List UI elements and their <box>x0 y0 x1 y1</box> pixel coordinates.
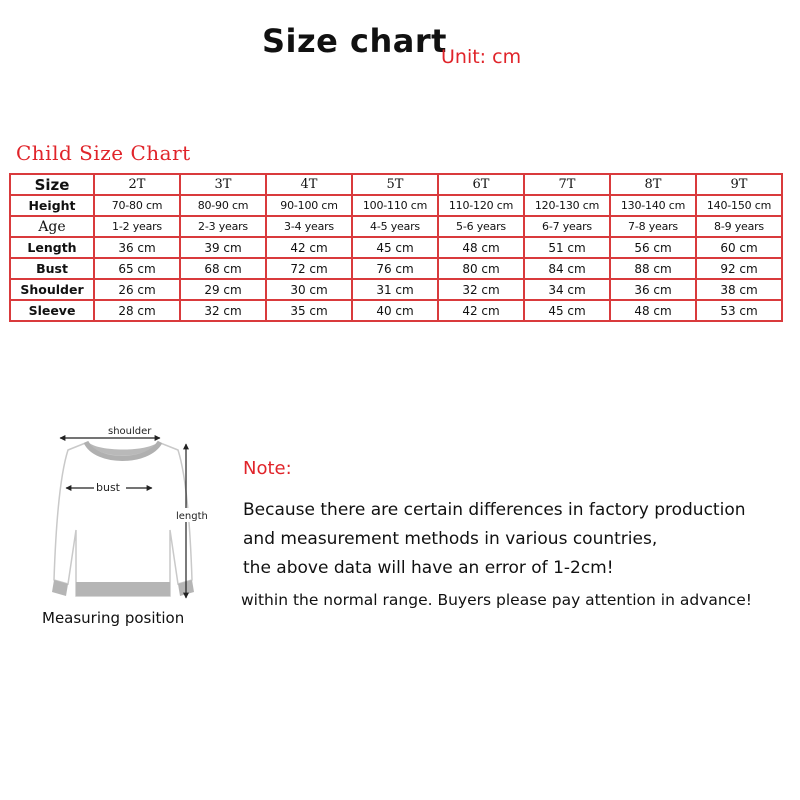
size-table <box>9 173 783 322</box>
table-cell: 3-4 years <box>266 216 352 237</box>
table-cell: 32 cm <box>438 279 524 300</box>
table-cell: 28 cm <box>94 300 180 321</box>
size-header-cell: 4T <box>266 174 352 195</box>
table-cell: 120-130 cm <box>524 195 610 216</box>
size-header-cell: 3T <box>180 174 266 195</box>
table-cell: 8-9 years <box>696 216 782 237</box>
size-header-cell: 8T <box>610 174 696 195</box>
note-title: Note: <box>243 458 292 479</box>
table-cell: 45 cm <box>524 300 610 321</box>
table-cell: 72 cm <box>266 258 352 279</box>
table-cell: 90-100 cm <box>266 195 352 216</box>
table-row-height <box>10 195 782 216</box>
row-label-height: Height <box>10 195 94 216</box>
size-header-cell: 6T <box>438 174 524 195</box>
table-cell: 6-7 years <box>524 216 610 237</box>
row-label-sleeve: Sleeve <box>10 300 94 321</box>
row-label-bust: Bust <box>10 258 94 279</box>
table-cell: 38 cm <box>696 279 782 300</box>
table-cell: 36 cm <box>610 279 696 300</box>
table-cell: 7-8 years <box>610 216 696 237</box>
diagram-caption: Measuring position <box>42 609 185 627</box>
length-label: length <box>176 511 208 522</box>
table-cell: 140-150 cm <box>696 195 782 216</box>
table-cell: 56 cm <box>610 237 696 258</box>
table-cell: 42 cm <box>438 300 524 321</box>
table-row-shoulder <box>10 279 782 300</box>
table-cell: 2-3 years <box>180 216 266 237</box>
bust-label: bust <box>96 481 120 494</box>
table-cell: 88 cm <box>610 258 696 279</box>
table-cell: 48 cm <box>438 237 524 258</box>
table-cell: 1-2 years <box>94 216 180 237</box>
note-line-4: within the normal range. Buyers please pay attention in advance! <box>241 591 752 609</box>
table-cell: 40 cm <box>352 300 438 321</box>
row-label-age: Age <box>10 216 94 237</box>
table-cell: 35 cm <box>266 300 352 321</box>
table-cell: 92 cm <box>696 258 782 279</box>
row-label-length: Length <box>10 237 94 258</box>
table-cell: 80-90 cm <box>180 195 266 216</box>
table-row-age <box>10 216 782 237</box>
note-line-3: the above data will have an error of 1-2cm! <box>243 558 614 578</box>
chart-title: Child Size Chart <box>16 141 191 165</box>
table-cell: 110-120 cm <box>438 195 524 216</box>
table-cell: 39 cm <box>180 237 266 258</box>
size-header-cell: 2T <box>94 174 180 195</box>
table-cell: 5-6 years <box>438 216 524 237</box>
table-cell: 80 cm <box>438 258 524 279</box>
table-cell: 30 cm <box>266 279 352 300</box>
table-cell: 31 cm <box>352 279 438 300</box>
table-cell: 53 cm <box>696 300 782 321</box>
page-title: Size chart <box>262 22 447 60</box>
unit-label: Unit: cm <box>441 46 522 68</box>
table-cell: 68 cm <box>180 258 266 279</box>
table-header-row <box>10 174 782 195</box>
table-cell: 4-5 years <box>352 216 438 237</box>
table-cell: 51 cm <box>524 237 610 258</box>
table-cell: 100-110 cm <box>352 195 438 216</box>
table-cell: 29 cm <box>180 279 266 300</box>
table-cell: 65 cm <box>94 258 180 279</box>
size-header-cell: 9T <box>696 174 782 195</box>
table-row-length <box>10 237 782 258</box>
sweatshirt-icon <box>52 442 194 596</box>
note-line-1: Because there are certain differences in factory production <box>243 500 746 520</box>
table-cell: 34 cm <box>524 279 610 300</box>
table-cell: 45 cm <box>352 237 438 258</box>
table-cell: 26 cm <box>94 279 180 300</box>
table-cell: 32 cm <box>180 300 266 321</box>
table-cell: 48 cm <box>610 300 696 321</box>
shoulder-label: shoulder <box>108 426 152 437</box>
sweatshirt-diagram <box>36 420 226 620</box>
size-header-cell: 5T <box>352 174 438 195</box>
table-cell: 84 cm <box>524 258 610 279</box>
table-cell: 36 cm <box>94 237 180 258</box>
table-row-sleeve <box>10 300 782 321</box>
row-label-shoulder: Shoulder <box>10 279 94 300</box>
table-corner-cell: Size <box>10 174 94 195</box>
note-line-2: and measurement methods in various countries, <box>243 529 658 549</box>
table-cell: 130-140 cm <box>610 195 696 216</box>
table-cell: 76 cm <box>352 258 438 279</box>
table-cell: 60 cm <box>696 237 782 258</box>
table-row-bust <box>10 258 782 279</box>
size-header-cell: 7T <box>524 174 610 195</box>
table-cell: 42 cm <box>266 237 352 258</box>
table-cell: 70-80 cm <box>94 195 180 216</box>
